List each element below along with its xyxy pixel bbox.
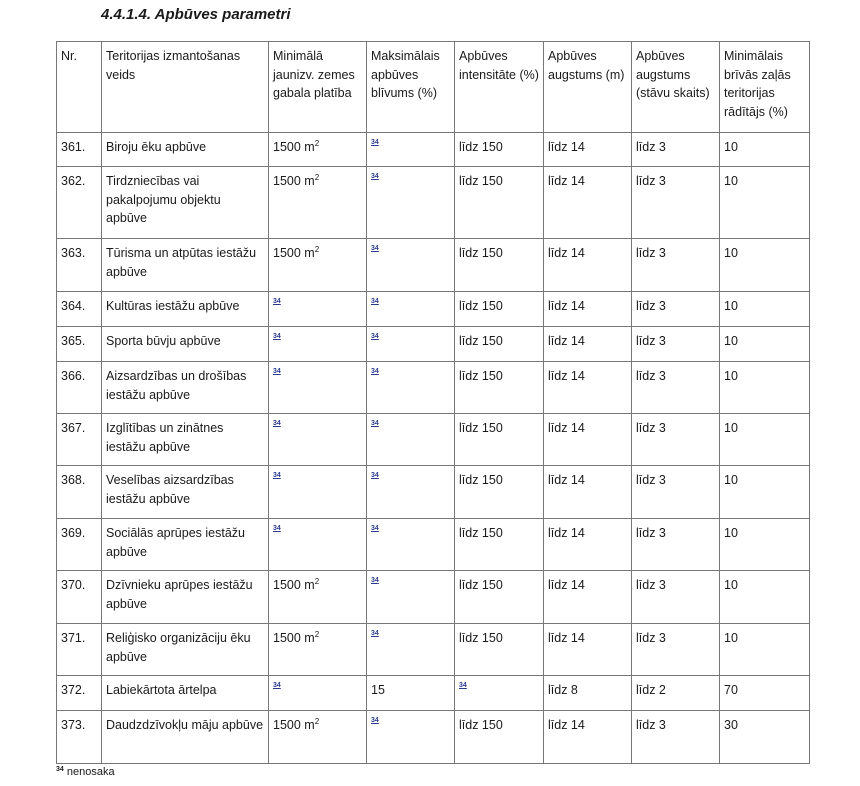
- cell-floors: [632, 624, 720, 676]
- cell-text: 1500 m: [273, 578, 315, 592]
- cell-text: līdz 14: [548, 369, 585, 383]
- cell-text: līdz 3: [636, 578, 666, 592]
- unit-superscript: 2: [314, 716, 320, 726]
- cell-use: [102, 292, 269, 327]
- footnote-ref-link[interactable]: 34: [371, 420, 379, 427]
- cell-text: 10: [724, 140, 738, 154]
- cell-use: [102, 711, 269, 764]
- table-row: [57, 414, 810, 466]
- cell-green-ratio: [720, 519, 810, 571]
- cell-min-area: [269, 711, 367, 764]
- cell-height-m: [544, 466, 632, 519]
- cell-max-density: [367, 571, 455, 624]
- cell-text: 1500 m: [273, 718, 315, 732]
- cell-nr: [57, 676, 102, 711]
- table-row: [57, 167, 810, 239]
- cell-text: Daudzdzīvokļu māju apbūve: [106, 718, 264, 732]
- footnote-marker: 34: [56, 766, 64, 773]
- cell-text: Veselības aizsardzības iestāžu apbūve: [106, 473, 234, 506]
- cell-text: līdz 14: [548, 421, 585, 435]
- cell-intensity: [455, 571, 544, 624]
- cell-nr: [57, 362, 102, 414]
- cell-text: 364.: [61, 299, 86, 313]
- table-row: [57, 571, 810, 624]
- unit-superscript: 2: [314, 138, 320, 148]
- cell-min-area: [269, 414, 367, 466]
- cell-text: līdz 150: [459, 718, 503, 732]
- cell-floors: [632, 362, 720, 414]
- header-floors: Apbūves augstums (stāvu skaits): [632, 42, 720, 133]
- cell-min-area: [269, 571, 367, 624]
- cell-text: līdz 2: [636, 683, 666, 697]
- cell-floors: [632, 167, 720, 239]
- footnote-ref-link[interactable]: 34: [273, 472, 281, 479]
- cell-text: līdz 3: [636, 334, 666, 348]
- cell-use: [102, 239, 269, 292]
- cell-text: 371.: [61, 631, 86, 645]
- cell-text: 1500 m: [273, 246, 315, 260]
- header-use: Teritorijas izmantošanas veids: [102, 42, 269, 133]
- footnote-ref-link[interactable]: 34: [273, 368, 281, 375]
- cell-height-m: [544, 624, 632, 676]
- cell-max-density: [367, 414, 455, 466]
- cell-use: [102, 519, 269, 571]
- cell-text: līdz 3: [636, 718, 666, 732]
- cell-text: līdz 3: [636, 140, 666, 154]
- cell-use: [102, 414, 269, 466]
- cell-use: [102, 571, 269, 624]
- cell-intensity: [455, 711, 544, 764]
- cell-min-area: [269, 519, 367, 571]
- cell-min-area: [269, 624, 367, 676]
- cell-text: līdz 14: [548, 578, 585, 592]
- footnote-ref-link[interactable]: 34: [371, 472, 379, 479]
- table-row: [57, 239, 810, 292]
- header-intensity: Apbūves intensitāte (%): [455, 42, 544, 133]
- cell-green-ratio: [720, 676, 810, 711]
- cell-max-density: [367, 711, 455, 764]
- cell-text: 373.: [61, 718, 86, 732]
- cell-intensity: [455, 327, 544, 362]
- cell-intensity: [455, 519, 544, 571]
- header-nr: Nr.: [57, 42, 102, 133]
- cell-text: Aizsardzības un drošības iestāžu apbūve: [106, 369, 247, 402]
- cell-text: Biroju ēku apbūve: [106, 140, 207, 154]
- footnote: [56, 766, 115, 778]
- cell-use: [102, 624, 269, 676]
- footnote-ref-link[interactable]: 34: [273, 298, 281, 305]
- cell-nr: [57, 466, 102, 519]
- cell-use: [102, 167, 269, 239]
- footnote-ref-link[interactable]: 34: [273, 420, 281, 427]
- cell-min-area: [269, 466, 367, 519]
- cell-floors: [632, 414, 720, 466]
- cell-text: Tūrisma un atpūtas iestāžu apbūve: [106, 246, 257, 279]
- cell-text: līdz 14: [548, 718, 585, 732]
- cell-intensity: [455, 624, 544, 676]
- cell-text: līdz 14: [548, 334, 585, 348]
- cell-floors: [632, 519, 720, 571]
- cell-text: līdz 150: [459, 526, 503, 540]
- cell-use: [102, 327, 269, 362]
- cell-min-area: [269, 676, 367, 711]
- cell-nr: [57, 239, 102, 292]
- cell-max-density: [367, 624, 455, 676]
- cell-floors: [632, 133, 720, 167]
- cell-height-m: [544, 292, 632, 327]
- cell-green-ratio: [720, 362, 810, 414]
- cell-text: 10: [724, 299, 738, 313]
- cell-nr: [57, 327, 102, 362]
- cell-text: 366.: [61, 369, 86, 383]
- cell-floors: [632, 571, 720, 624]
- cell-text: Izglītības un zinātnes iestāžu apbūve: [106, 421, 224, 454]
- cell-text: 1500 m: [273, 174, 315, 188]
- cell-text: līdz 14: [548, 246, 585, 260]
- cell-text: Sporta būvju apbūve: [106, 334, 221, 348]
- cell-text: Tirdzniecības vai pakalpojumu objektu apbūve: [106, 174, 221, 225]
- cell-max-density: [367, 167, 455, 239]
- cell-max-density: [367, 239, 455, 292]
- cell-height-m: [544, 239, 632, 292]
- cell-height-m: [544, 676, 632, 711]
- cell-nr: [57, 571, 102, 624]
- cell-green-ratio: [720, 414, 810, 466]
- parameters-table: [56, 41, 810, 764]
- table-row: [57, 519, 810, 571]
- header-max-density: Maksimālais apbūves blīvums (%): [367, 42, 455, 133]
- table-body: [57, 133, 810, 764]
- table-row: [57, 466, 810, 519]
- cell-green-ratio: [720, 292, 810, 327]
- cell-use: [102, 362, 269, 414]
- cell-intensity: [455, 133, 544, 167]
- cell-intensity: [455, 167, 544, 239]
- footnote-ref-link[interactable]: 34: [371, 245, 379, 252]
- cell-height-m: [544, 167, 632, 239]
- footnote-ref-link[interactable]: 34: [371, 525, 379, 532]
- cell-text: līdz 3: [636, 369, 666, 383]
- cell-text: 10: [724, 421, 738, 435]
- cell-min-area: [269, 167, 367, 239]
- cell-green-ratio: [720, 133, 810, 167]
- table-row: [57, 676, 810, 711]
- cell-text: līdz 150: [459, 334, 503, 348]
- cell-text: līdz 150: [459, 174, 503, 188]
- table-header-row: [57, 42, 810, 133]
- cell-nr: [57, 292, 102, 327]
- footnote-ref-link[interactable]: 34: [371, 139, 379, 146]
- header-height-m: Apbūves augstums (m): [544, 42, 632, 133]
- cell-text: līdz 14: [548, 140, 585, 154]
- cell-intensity: [455, 676, 544, 711]
- footnote-ref-link[interactable]: 34: [371, 173, 379, 180]
- cell-min-area: [269, 362, 367, 414]
- cell-green-ratio: [720, 167, 810, 239]
- cell-text: līdz 150: [459, 369, 503, 383]
- cell-text: līdz 3: [636, 526, 666, 540]
- cell-text: 368.: [61, 473, 86, 487]
- cell-height-m: [544, 362, 632, 414]
- footnote-ref-link[interactable]: 34: [371, 333, 379, 340]
- cell-text: līdz 14: [548, 299, 585, 313]
- cell-min-area: [269, 239, 367, 292]
- cell-text: 365.: [61, 334, 86, 348]
- cell-nr: [57, 414, 102, 466]
- cell-max-density: [367, 327, 455, 362]
- cell-text: 10: [724, 246, 738, 260]
- cell-floors: [632, 292, 720, 327]
- cell-text: līdz 3: [636, 174, 666, 188]
- cell-green-ratio: [720, 571, 810, 624]
- cell-max-density: [367, 292, 455, 327]
- cell-text: 10: [724, 631, 738, 645]
- cell-text: 369.: [61, 526, 86, 540]
- cell-height-m: [544, 519, 632, 571]
- cell-green-ratio: [720, 624, 810, 676]
- cell-text: Sociālās aprūpes iestāžu apbūve: [106, 526, 245, 559]
- unit-superscript: 2: [314, 172, 320, 182]
- cell-floors: [632, 239, 720, 292]
- cell-use: [102, 466, 269, 519]
- cell-max-density: [367, 133, 455, 167]
- table-row: [57, 327, 810, 362]
- table-row: [57, 362, 810, 414]
- cell-text: 10: [724, 174, 738, 188]
- cell-green-ratio: [720, 327, 810, 362]
- cell-intensity: [455, 414, 544, 466]
- cell-text: Dzīvnieku aprūpes iestāžu apbūve: [106, 578, 253, 611]
- cell-nr: [57, 624, 102, 676]
- footnote-ref-link[interactable]: 34: [371, 368, 379, 375]
- footnote-ref-link[interactable]: 34: [371, 717, 379, 724]
- footnote-ref-link[interactable]: 34: [459, 682, 467, 689]
- cell-text: līdz 150: [459, 140, 503, 154]
- cell-max-density: [367, 676, 455, 711]
- cell-floors: [632, 466, 720, 519]
- cell-min-area: [269, 133, 367, 167]
- cell-text: līdz 150: [459, 473, 503, 487]
- cell-text: līdz 3: [636, 473, 666, 487]
- cell-text: 1500 m: [273, 140, 315, 154]
- cell-height-m: [544, 711, 632, 764]
- cell-text: 363.: [61, 246, 86, 260]
- unit-superscript: 2: [314, 244, 320, 254]
- cell-text: Kultūras iestāžu apbūve: [106, 299, 240, 313]
- cell-text: 362.: [61, 174, 86, 188]
- cell-text: līdz 150: [459, 246, 503, 260]
- footnote-ref-link[interactable]: 34: [273, 682, 281, 689]
- cell-intensity: [455, 292, 544, 327]
- cell-height-m: [544, 414, 632, 466]
- cell-text: līdz 3: [636, 631, 666, 645]
- cell-floors: [632, 327, 720, 362]
- cell-floors: [632, 676, 720, 711]
- cell-nr: [57, 519, 102, 571]
- cell-text: līdz 3: [636, 299, 666, 313]
- footnote-ref-link[interactable]: 34: [273, 525, 281, 532]
- cell-text: 1500 m: [273, 631, 315, 645]
- cell-text: līdz 150: [459, 299, 503, 313]
- cell-text: 10: [724, 369, 738, 383]
- cell-text: līdz 14: [548, 473, 585, 487]
- cell-text: 370.: [61, 578, 86, 592]
- cell-text: 10: [724, 473, 738, 487]
- cell-text: līdz 14: [548, 174, 585, 188]
- cell-max-density: [367, 466, 455, 519]
- cell-text: līdz 150: [459, 631, 503, 645]
- cell-text: 10: [724, 578, 738, 592]
- cell-text: 15: [371, 683, 385, 697]
- cell-text: līdz 14: [548, 631, 585, 645]
- cell-max-density: [367, 362, 455, 414]
- cell-min-area: [269, 327, 367, 362]
- cell-height-m: [544, 133, 632, 167]
- table-row: [57, 292, 810, 327]
- footnote-ref-link[interactable]: 34: [371, 298, 379, 305]
- cell-height-m: [544, 571, 632, 624]
- header-green-ratio: Minimālais brīvās zaļās teritorijas rādītājs (%): [720, 42, 810, 133]
- cell-text: Labiekārtota ārtelpa: [106, 683, 217, 697]
- footnote-ref-link[interactable]: 34: [371, 630, 379, 637]
- footnote-text: nenosaka: [63, 766, 115, 778]
- table-row: [57, 624, 810, 676]
- cell-nr: [57, 167, 102, 239]
- cell-text: līdz 150: [459, 578, 503, 592]
- table-row: [57, 711, 810, 764]
- cell-intensity: [455, 362, 544, 414]
- header-min-area: Minimālā jaunizv. zemes gabala platība: [269, 42, 367, 133]
- cell-green-ratio: [720, 466, 810, 519]
- cell-use: [102, 676, 269, 711]
- cell-text: 367.: [61, 421, 86, 435]
- footnote-ref-link[interactable]: 34: [371, 577, 379, 584]
- unit-superscript: 2: [314, 576, 320, 586]
- cell-use: [102, 133, 269, 167]
- cell-text: līdz 8: [548, 683, 578, 697]
- cell-green-ratio: [720, 239, 810, 292]
- footnote-ref-link[interactable]: 34: [273, 333, 281, 340]
- cell-text: līdz 14: [548, 526, 585, 540]
- cell-text: 361.: [61, 140, 86, 154]
- cell-text: līdz 150: [459, 421, 503, 435]
- unit-superscript: 2: [314, 629, 320, 639]
- cell-text: Reliģisko organizāciju ēku apbūve: [106, 631, 251, 664]
- cell-text: 70: [724, 683, 738, 697]
- cell-text: līdz 3: [636, 246, 666, 260]
- cell-text: 30: [724, 718, 738, 732]
- cell-text: 10: [724, 526, 738, 540]
- cell-max-density: [367, 519, 455, 571]
- cell-text: 372.: [61, 683, 86, 697]
- cell-text: līdz 3: [636, 421, 666, 435]
- cell-intensity: [455, 239, 544, 292]
- cell-nr: [57, 711, 102, 764]
- cell-min-area: [269, 292, 367, 327]
- cell-height-m: [544, 327, 632, 362]
- cell-floors: [632, 711, 720, 764]
- cell-text: 10: [724, 334, 738, 348]
- cell-nr: [57, 133, 102, 167]
- cell-intensity: [455, 466, 544, 519]
- table-row: [57, 133, 810, 167]
- section-heading: 4.4.1.4. Apbūves parametri: [101, 6, 291, 23]
- cell-green-ratio: [720, 711, 810, 764]
